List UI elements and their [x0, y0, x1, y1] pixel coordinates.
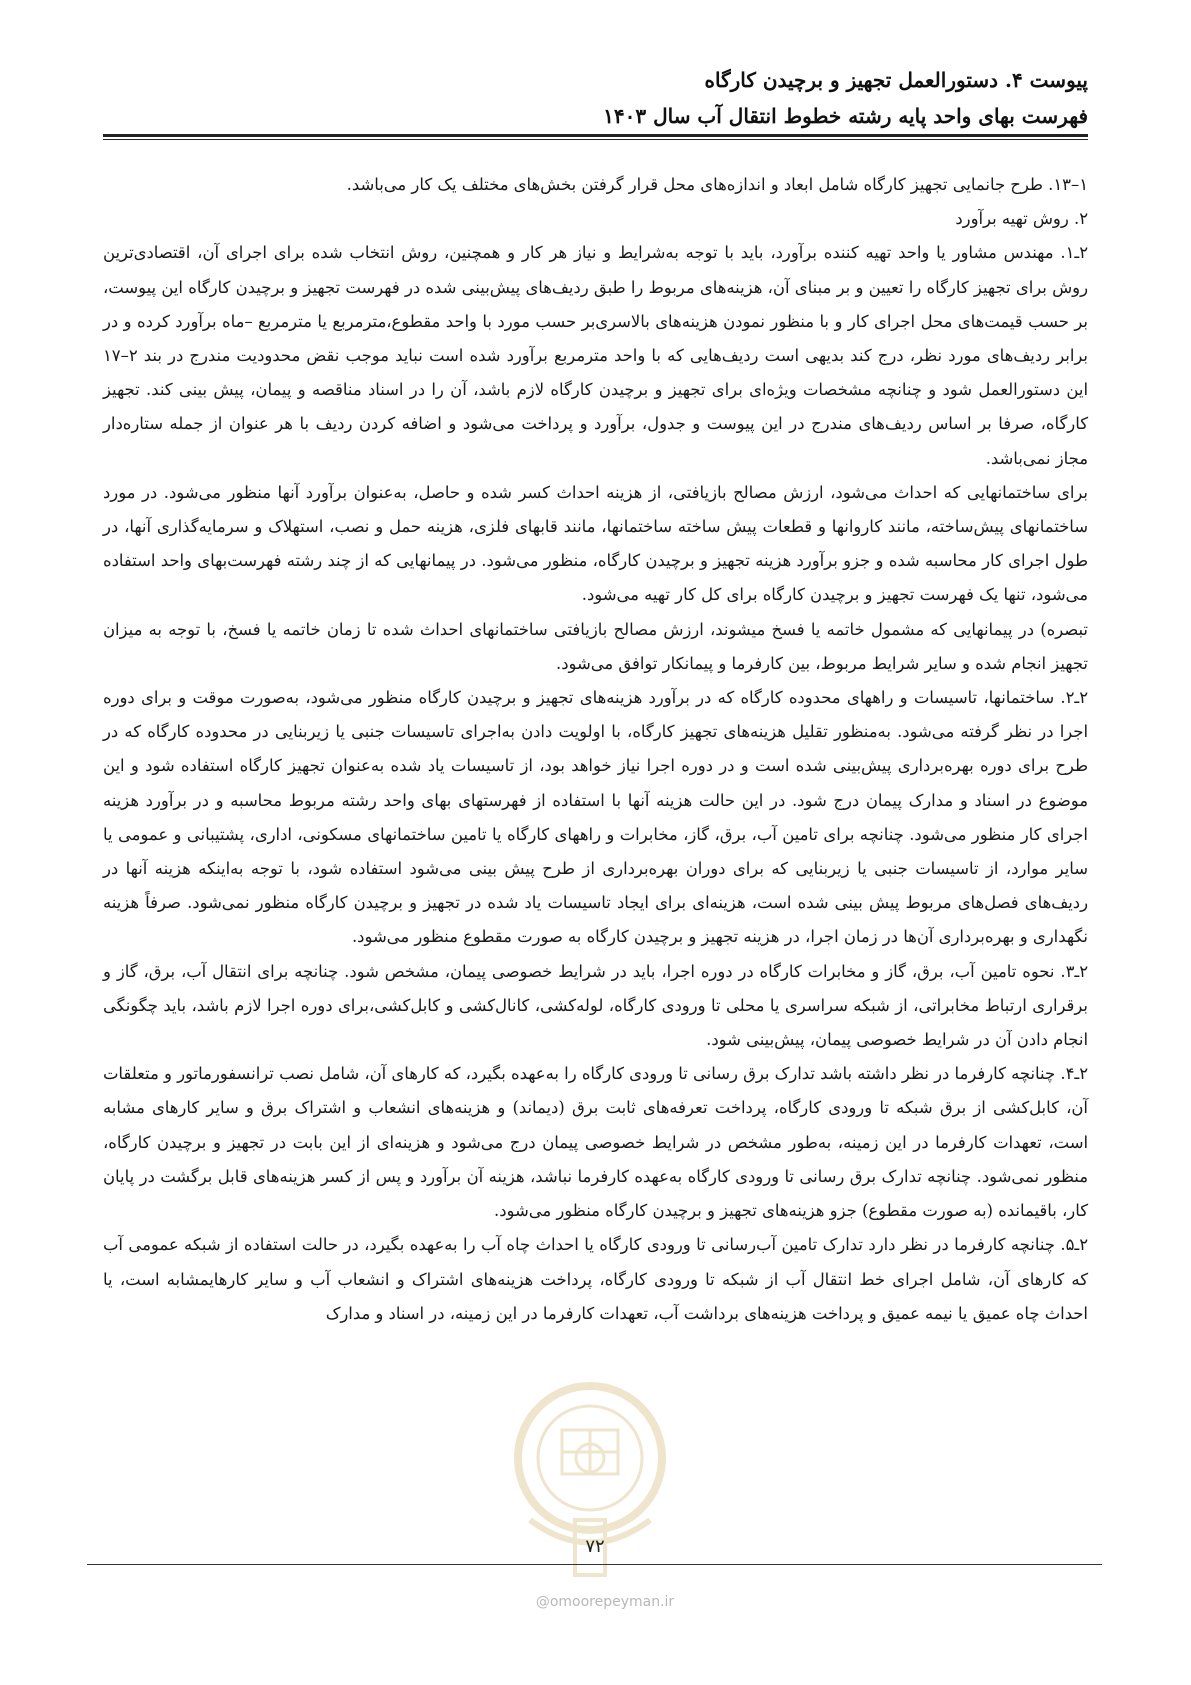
watermark-site-label: @omoorepeyman.ir	[535, 1594, 675, 1610]
header-subtitle: فهرست بهای واحد پایه رشته خطوط انتقال آب سال ۱۴۰۳	[603, 104, 1088, 128]
footer-divider	[87, 1564, 1102, 1565]
header-title: پیوست ۴. دستورالعمل تجهیز و برچیدن کارگاه	[704, 68, 1088, 92]
paragraph-1-13: ۱–۱۳. طرح جانمایی تجهیز کارگاه شامل ابعاد و اندازه‌های محل قرار گرفتن بخش‌های مختلف یک کار می‌باشد.	[346, 175, 1088, 194]
paragraph-2-4: ۲ـ۴. چنانچه کارفرما در نظر داشته باشد تدارک برق رسانی تا ورودی کارگاه را به‌عهده بگیرد، که کارهای آن، شامل نصب ترانسفورماتور و متعلقات آن، کابل‌کشی از برق شبکه تا ورودی کارگاه، پرداخت تعرفه‌های ثابت برق (دیماند) و هزینه‌های انشعاب و اشتراک برق و سایر کارهای مشابه است، تعهدات کارفرما در این زمینه، به‌طور مشخص در شرایط خصوصی پیمان درج می‌شود و هزینه‌ای از این بابت در تجهیز و برچیدن کارگاه، منظور نمی‌شود. چنانچه تدارک برق رسانی تا ورودی کارگاه به‌عهده کارفرما نباشد، هزینه آن برآورد و پس از کسر هزینه‌های قابل برگشت در پایان کار، باقیمانده (به صورت مقطوع) جزو هزینه‌های تجهیز و برچیدن کارگاه منظور می‌شود.	[103, 1064, 1088, 1221]
section-heading-estimate-method: ۲. روش تهیه برآورد	[955, 209, 1088, 229]
page-number: ۷۲	[585, 1536, 605, 1557]
paragraph-2-3: ۲ـ۳. نحوه تامین آب، برق، گاز و مخابرات کارگاه در دوره اجرا، باید در شرایط خصوصی پیمان، مشخص شود. چنانچه برای انتقال آب، برق، گاز و برقراری ارتباط مخابراتی، از شبکه سراسری یا محلی تا ورودی کارگاه، لوله‌کشی، کانال‌کشی و کابل‌کشی،برای دوره اجرا لازم باشد، باید چگونگی انجام دادن آن در شرایط خصوصی پیمان، پیش‌بینی شود.	[103, 961, 1088, 1050]
header-divider-thin	[103, 139, 1088, 140]
paragraph-2-5: ۲ـ۵. چنانچه کارفرما در نظر دارد تدارک تامین آب‌رسانی تا ورودی کارگاه یا احداث چاه آب را به‌عهده بگیرد، در حالت استفاده از شبکه عمومی آب که کارهای آن، شامل اجرای خط انتقال آب از شبکه تا ورودی کارگاه، پرداخت هزینه‌های اشتراک و انشعاب آب و سایر کارهایمشابه است، یا احداث چاه عمیق یا نیمه عمیق و پرداخت هزینه‌های برداشت آب، تعهدات کارفرما در این زمینه، در اسناد و مدارک	[103, 1235, 1088, 1323]
header-divider-thick	[103, 134, 1088, 137]
page-header	[108, 62, 1088, 134]
paragraph-buildings: برای ساختمانهایی که احداث می‌شود، ارزش مصالح بازیافتی، از هزینه احداث کسر شده و حاصل، به‌عنوان برآورد آنها منظور می‌شود. در مورد ساختمانهای پیش‌ساخته، مانند کاروانها و قطعات پیش ساخته ساختمانها، مانند قابهای فلزی، هزینه حمل و نصب، استهلاک و سرمایه‌گذاری آنها، در طول اجرای کار محاسبه شده و جزو برآورد هزینه تجهیز و برچیدن کارگاه، منظور می‌شود. در پیمانهایی که از چند رشته فهرست‌بهای واحد استفاده می‌شود، تنها یک فهرست تجهیز و برچیدن کارگاه برای کل کار تهیه می‌شود.	[103, 482, 1088, 605]
paragraph-note: تبصره) در پیمانهایی که مشمول خاتمه یا فسخ میشوند، ارزش مصالح بازیافتی ساختمانهای احداث شده تا زمان خاتمه یا فسخ، با توجه به میزان تجهیز انجام شده و سایر شرایط مربوط، بین کارفرما و پیمانکار توافق می‌شود.	[103, 619, 1088, 673]
paragraph-2-2: ۲ـ۲. ساختمانها، تاسیسات و راههای محدوده کارگاه که در برآورد هزینه‌های تجهیز و برچیدن کارگاه منظور می‌شود، به‌صورت موقت و برای دوره اجرا در نظر گرفته می‌شود. به‌منظور تقلیل هزینه‌های تجهیز کارگاه، با اولویت دادن به‌اجرای تاسیسات جنبی یا زیربنایی در محدوده کارگاه که در طرح برای دوره بهره‌برداری پیش‌بینی شده است و در دوره اجرا نیاز خواهد بود، از تاسیسات یاد شده به‌عنوان تجهیز کارگاه استفاده شود و این موضوع در اسناد و مدارک پیمان درج شود. در این حالت هزینه آنها با استفاده از فهرستهای بهای واحد رشته مربوط محاسبه و در برآورد هزینه اجرای کار منظور می‌شود. چنانچه برای تامین آب، برق، گاز، مخابرات و راههای کارگاه یا تامین ساختمانهای مسکونی، اداری، پشتیبانی و عمومی یا سایر موارد، از تاسیسات جنبی یا زیربنایی که برای دوران بهره‌برداری از طرح پیش بینی می‌شود استفاده شود، با توجه به‌اینکه هزینه آنها در ردیف‌های فصل‌های مربوط پیش بینی شده است، هزینه‌ای برای ایجاد تاسیسات یاد شده در تجهیز و برچیدن کارگاه منظور نمی‌شود. صرفاً هزینه نگهداری و بهره‌برداری آن‌ها در زمان اجرا، در هزینه تجهیز و برچیدن کارگاه به صورت مقطوع منظور می‌شود.	[103, 688, 1088, 947]
paragraph-2-1: ۲ـ۱. مهندس مشاور یا واحد تهیه کننده برآورد، باید با توجه به‌شرایط و نیاز هر کار و همچنین، روش انتخاب شده برای اجرای آن، اقتصادی‌ترین روش برای تجهیز کارگاه را تعیین و بر مبنای آن، هزینه‌های مربوط را طبق ردیف‌های پیش‌بینی شده در فهرست تجهیز و برچیدن کارگاه این پیوست، بر حسب قیمت‌های محل اجرای کار و با منظور نمودن هزینه‌های بالاسری‌بر حسب مورد با واحد مقطوع،مترمربع یا مترمربع –ماه برآورد کرده و در برابر ردیف‌های مورد نظر، درج کند بدیهی است ردیف‌هایی که با واحد مترمربع برآورد شده است نباید موجب نقض محدودیت مندرج در بند ۲–۱۷ این دستورالعمل شود و چنانچه مشخصات ویژه‌ای برای تجهیز و برچیدن کارگاه لازم باشد، آن را در اسناد مناقصه و پیمان، پیش بینی کند. تجهیز کارگاه، صرفا بر اساس ردیف‌های مندرج در این پیوست و جدول، برآورد و پرداخت می‌شود و اضافه کردن ردیف با هر عنوان از جمله ستاره‌دار مجاز نمی‌باشد.	[103, 243, 1088, 468]
document-body	[103, 168, 1088, 1331]
